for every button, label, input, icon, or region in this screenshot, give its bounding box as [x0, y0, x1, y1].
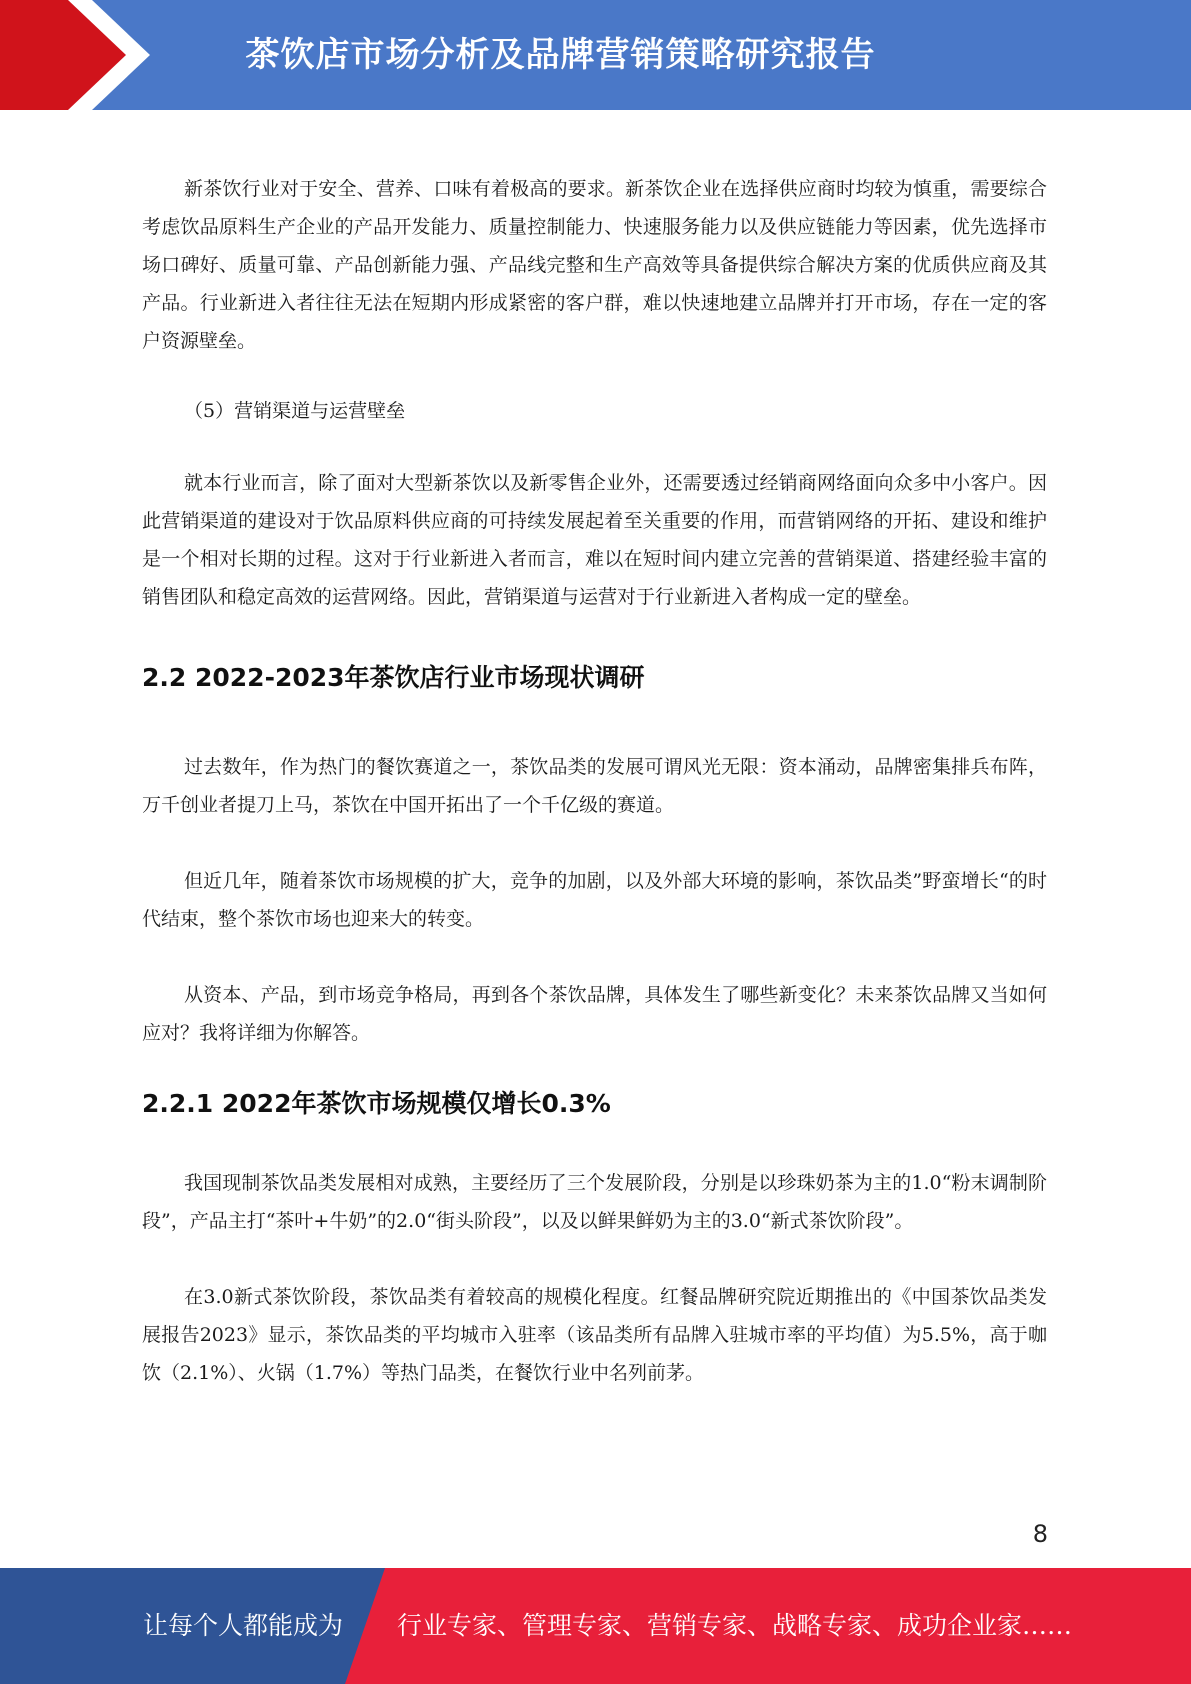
paragraph-questions: 从资本、产品，到市场竞争格局，再到各个茶饮品牌，具体发生了哪些新变化？未来茶饮品牌又当如何应对？我将详细为你解答。 [142, 984, 1047, 1044]
main-content [142, 170, 1047, 1392]
footer-slogan-right: 行业专家、管理专家、营销专家、战略专家、成功企业家…… [397, 1611, 1073, 1640]
paragraph-marketing-channels: 就本行业而言，除了面对大型新茶饮以及新零售企业外，还需要透过经销商网络面向众多中小客户。因此营销渠道的建设对于饮品原料供应商的可持续发展起着至关重要的作用，而营销网络的开拓、建设和维护是一个相对长期的过程。这对于行业新进入者而言，难以在短时间内建立完善的营销渠道、搭建经验丰富的销售团队和稳定高效的运营网络。因此，营销渠道与运营对于行业新进入者构成一定的壁垒。 [142, 472, 1047, 608]
page-footer [0, 1568, 1191, 1684]
section-heading-2-2: 2.2 2022-2023年茶饮店行业市场现状调研 [142, 663, 645, 692]
section-heading-2-2-1: 2.2.1 2022年茶饮市场规模仅增长0.3% [142, 1089, 611, 1118]
header-arrow-decoration [0, 0, 150, 110]
paragraph-recent-years: 但近几年，随着茶饮市场规模的扩大，竞争的加剧，以及外部大环境的影响，茶饮品类”野蛮增长“的时代结束，整个茶饮市场也迎来大的转变。 [142, 870, 1047, 930]
paragraph-scale-stats: 在3.0新式茶饮阶段，茶饮品类有着较高的规模化程度。红餐品牌研究院近期推出的《中国茶饮品类发展报告2023》显示，茶饮品类的平均城市入驻率（该品类所有品牌入驻城市率的平均值）为5.5%，高于咖饮（2.1%）、火锅（1.7%）等热门品类，在餐饮行业中名列前茅。 [142, 1286, 1047, 1384]
page-number: 8 [1032, 1520, 1048, 1548]
subheading-marketing-barrier: （5）营销渠道与运营壁垒 [184, 400, 406, 422]
paragraph-development-stages: 我国现制茶饮品类发展相对成熟，主要经历了三个发展阶段，分别是以珍珠奶茶为主的1.0“粉末调制阶段”，产品主打“茶叶+牛奶”的2.0“街头阶段”，以及以鲜果鲜奶为主的3.0“新式茶饮阶段”。 [142, 1172, 1047, 1232]
paragraph-customer-barrier: 新茶饮行业对于安全、营养、口味有着极高的要求。新茶饮企业在选择供应商时均较为慎重，需要综合考虑饮品原料生产企业的产品开发能力、质量控制能力、快速服务能力以及供应链能力等因素，优先选择市场口碑好、质量可靠、产品创新能力强、产品线完整和生产高效等具备提供综合解决方案的优质供应商及其产品。行业新进入者往往无法在短期内形成紧密的客户群，难以快速地建立品牌并打开市场，存在一定的客户资源壁垒。 [142, 178, 1047, 352]
page-header [0, 0, 1191, 110]
footer-slogan-left: 让每个人都能成为 [143, 1611, 344, 1640]
paragraph-past-years: 过去数年，作为热门的餐饮赛道之一，茶饮品类的发展可谓风光无限：资本涌动，品牌密集排兵布阵，万千创业者提刀上马，茶饮在中国开拓出了一个千亿级的赛道。 [142, 756, 1047, 816]
report-title: 茶饮店市场分析及品牌营销策略研究报告 [245, 35, 876, 75]
